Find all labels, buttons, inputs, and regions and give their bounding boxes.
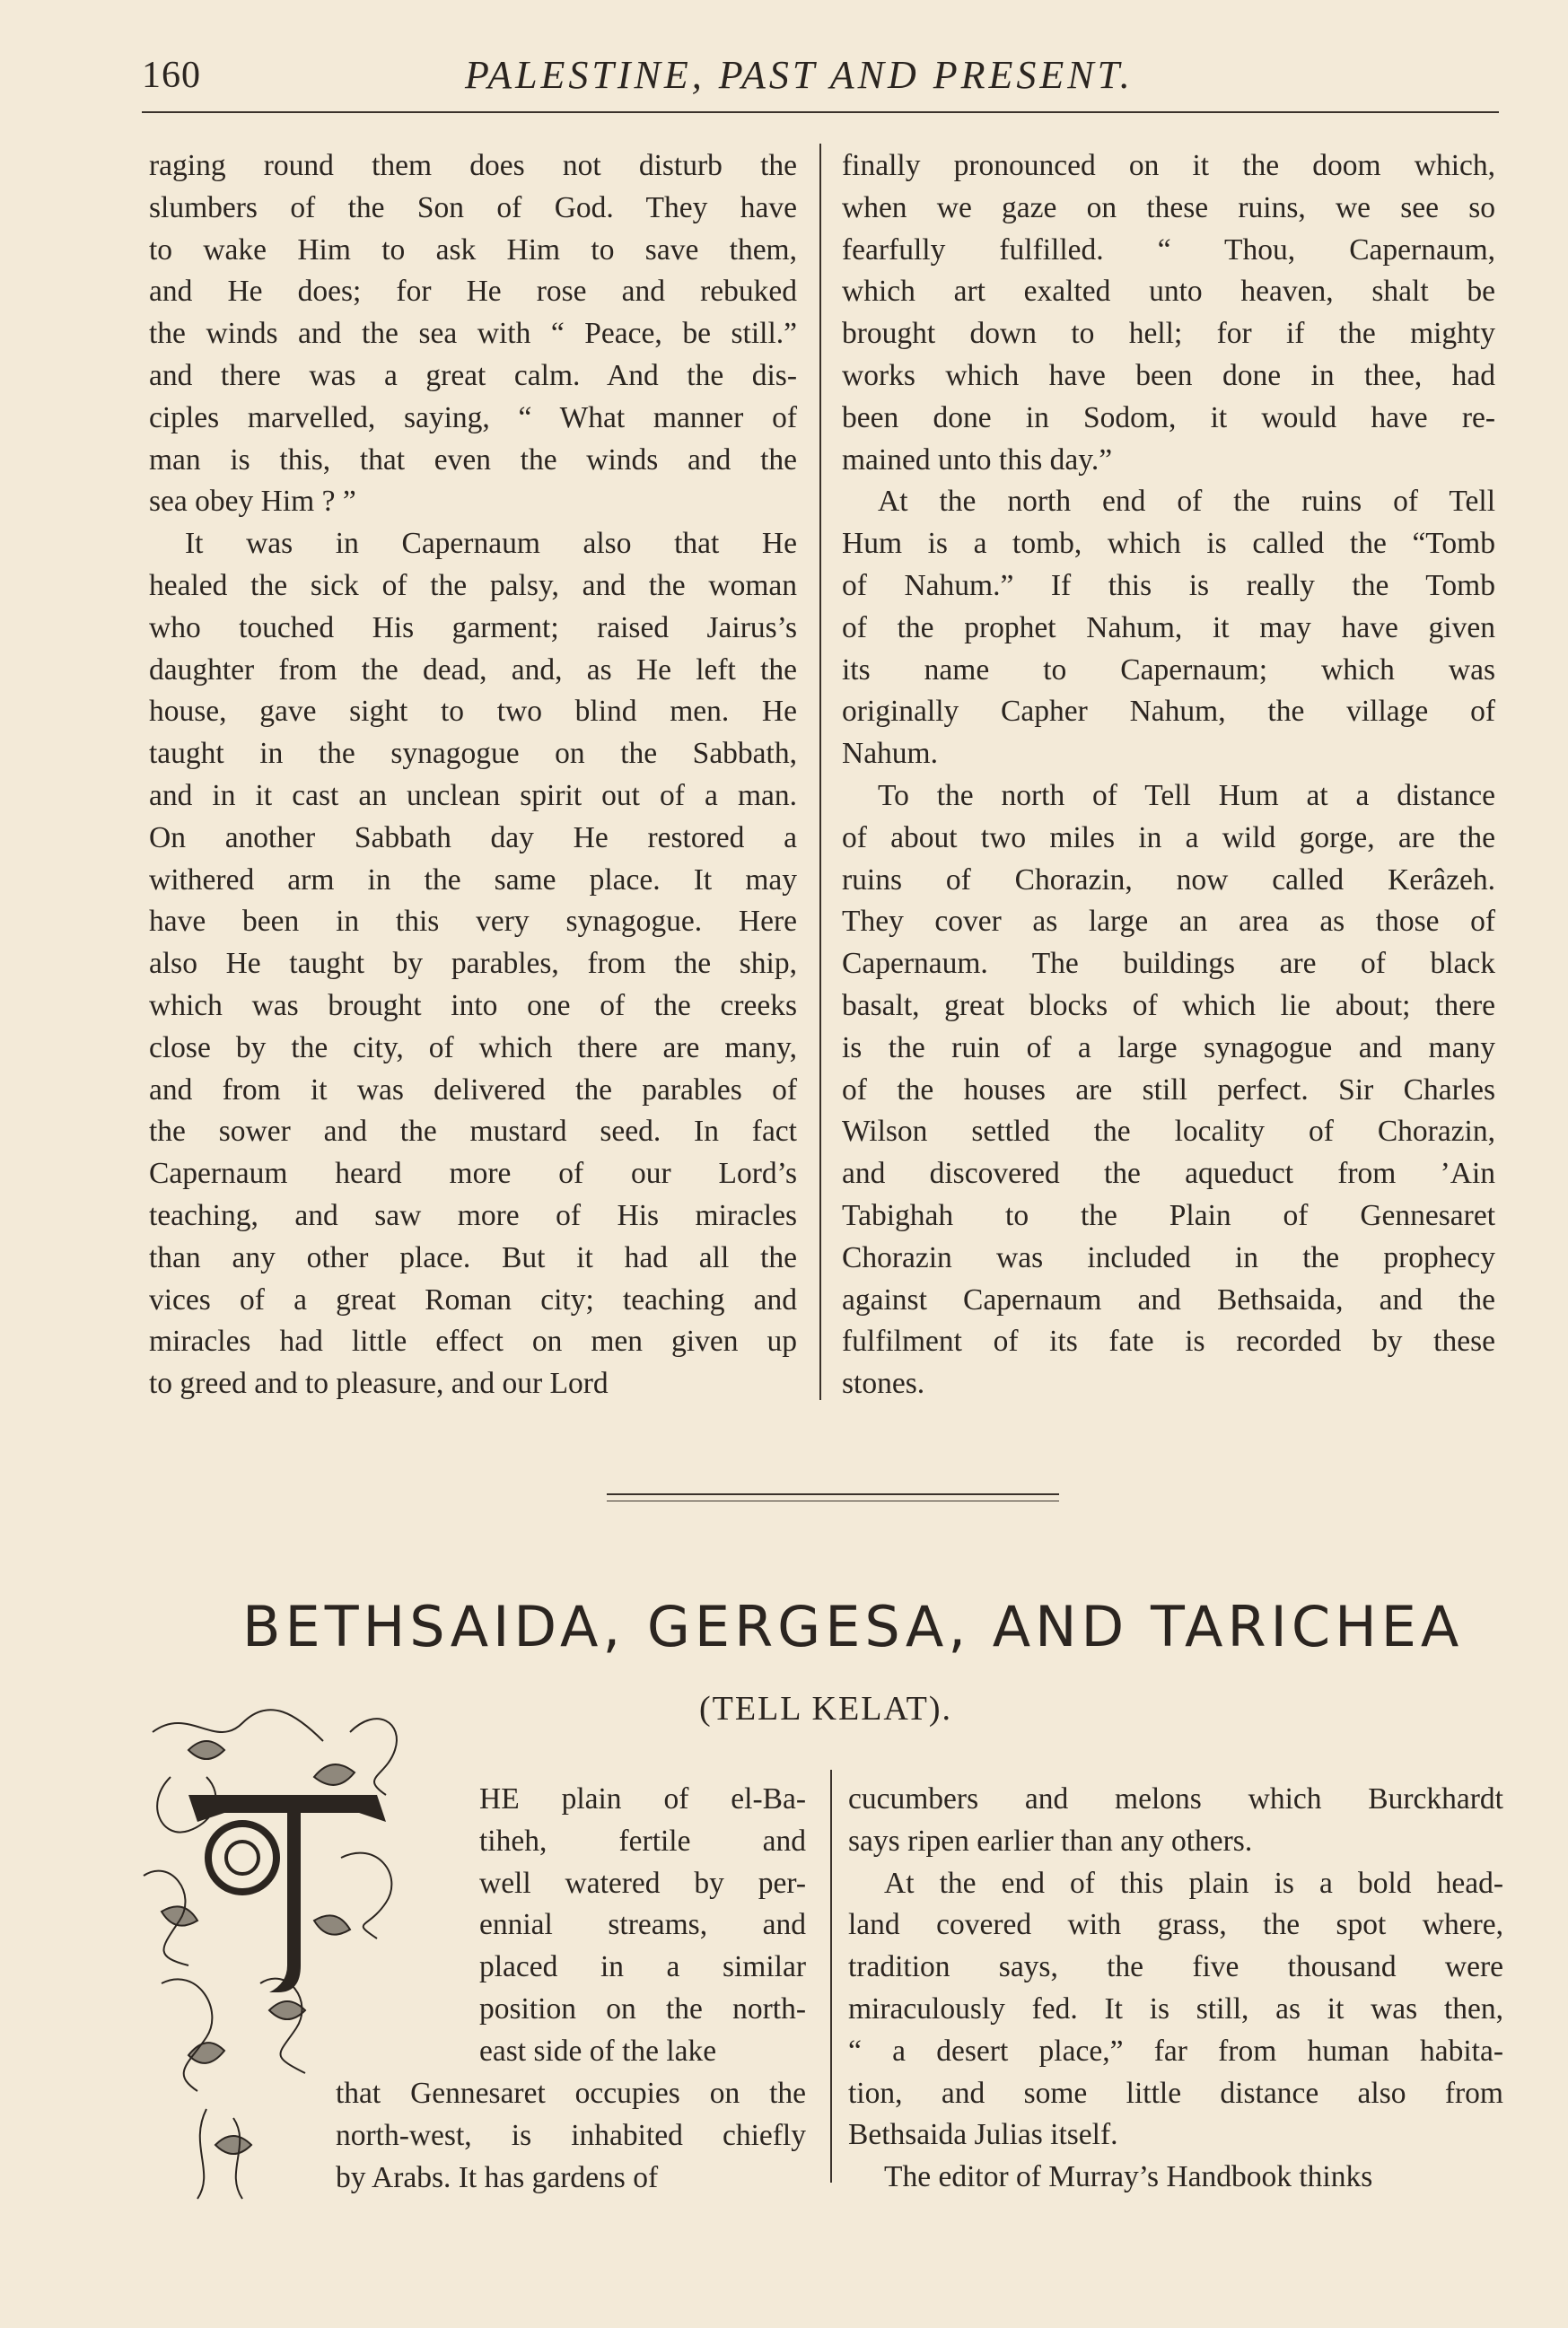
column-divider-top <box>819 144 821 1400</box>
text-line: position on the north- <box>479 1991 806 2026</box>
text-line: placed in a similar <box>479 1950 806 1984</box>
text-line: raging round them does not disturb the <box>149 149 797 182</box>
header-rule <box>142 111 1499 113</box>
text-line: the sower and the mustard seed. In fact <box>149 1115 797 1149</box>
text-line: house, gave sight to two blind men. He <box>149 695 797 729</box>
text-line: when we gaze on these ruins, we see so <box>842 190 1495 224</box>
text-line: ruins of Chorazin, now called Kerâzeh. <box>842 862 1495 897</box>
text-line: mained unto this day.” <box>842 442 1113 477</box>
text-line: works which have been done in thee, had <box>842 358 1495 392</box>
text-line: Bethsaida Julias itself. <box>848 2118 1118 2152</box>
text-line: ennial streams, and <box>479 1908 806 1942</box>
text-line: Wilson settled the locality of Chorazin, <box>842 1115 1495 1149</box>
text-line: have been in this very synagogue. Here <box>149 905 797 939</box>
text-line: sea obey Him ? ” <box>149 485 356 519</box>
text-line: At the end of this plain is a bold head- <box>884 1866 1503 1900</box>
text-line: land covered with grass, the spot where, <box>848 1908 1503 1942</box>
text-line: ciples marvelled, saying, “ What manner of <box>149 400 797 434</box>
text-line: of the houses are still perfect. Sir Charles <box>842 1072 1495 1107</box>
text-line: east side of the lake <box>479 2034 717 2068</box>
text-line: and there was a great calm. And the dis- <box>149 358 797 392</box>
text-line: Hum is a tomb, which is called the “Tomb <box>842 527 1495 561</box>
text-line: close by the city, of which there are many, <box>149 1030 797 1064</box>
text-line: cucumbers and melons which Burckhardt <box>848 1782 1503 1816</box>
text-line: HE plain of el-Ba- <box>479 1782 806 1816</box>
text-line: teaching, and saw more of His miracles <box>149 1198 797 1232</box>
text-line: Chorazin was included in the prophecy <box>842 1240 1495 1274</box>
text-line: which was brought into one of the creeks <box>149 988 797 1022</box>
text-line: and discovered the aqueduct from ’Ain <box>842 1157 1495 1191</box>
text-line: says ripen earlier than any others. <box>848 1824 1253 1858</box>
text-line: fearfully fulfilled. “ Thou, Capernaum, <box>842 232 1495 267</box>
text-line: tiheh, fertile and <box>479 1824 806 1858</box>
text-line: Capernaum. The buildings are of black <box>842 947 1495 981</box>
text-line: to greed and to pleasure, and our Lord <box>149 1367 609 1401</box>
bottom-left-column-wide <box>336 2073 806 2199</box>
text-line: On another Sabbath day He restored a <box>149 820 797 854</box>
text-line: which art exalted unto heaven, shalt be <box>842 275 1495 309</box>
text-line: its name to Capernaum; which was <box>842 652 1495 687</box>
text-line: north-west, is inhabited chiefly <box>336 2118 806 2152</box>
text-line: of Nahum.” If this is really the Tomb <box>842 568 1495 602</box>
text-line: daughter from the dead, and, as He left the <box>149 652 797 687</box>
text-line: basalt, great blocks of which lie about; there <box>842 988 1495 1022</box>
section-divider-rule <box>607 1493 1059 1501</box>
text-line: Nahum. <box>842 737 938 771</box>
text-line: than any other place. But it had all the <box>149 1240 797 1274</box>
text-line: withered arm in the same place. It may <box>149 862 797 897</box>
running-head <box>142 47 1497 101</box>
text-line: vices of a great Roman city; teaching and <box>149 1282 797 1317</box>
text-line: that Gennesaret occupies on the <box>336 2077 806 2110</box>
text-line: and in it cast an unclean spirit out of a man. <box>149 778 797 812</box>
section-title: BETHSAIDA, GERGESA, AND TARICHEA <box>242 1594 1464 1659</box>
text-line: brought down to hell; for if the mighty <box>842 317 1495 351</box>
text-line: and He does; for He rose and rebuked <box>149 275 797 309</box>
text-line: is the ruin of a large synagogue and many <box>842 1030 1495 1064</box>
bottom-left-column-narrow <box>479 1779 806 2073</box>
text-line: against Capernaum and Bethsaida, and the <box>842 1282 1495 1317</box>
top-right-column <box>842 145 1495 1405</box>
text-line: miracles had little effect on men given up <box>149 1325 797 1359</box>
text-line: To the north of Tell Hum at a distance <box>878 778 1495 812</box>
page-number: 160 <box>142 55 201 96</box>
text-line: stones. <box>842 1367 925 1401</box>
text-line: of the prophet Nahum, it may have given <box>842 610 1495 644</box>
text-line: slumbers of the Son of God. They have <box>149 190 797 224</box>
text-line: miraculously fed. It is still, as it was then, <box>848 1991 1503 2026</box>
top-left-column <box>149 145 797 1405</box>
text-line: tion, and some little distance also from <box>848 2076 1503 2110</box>
text-line: and from it was delivered the parables of <box>149 1072 797 1107</box>
section-subtitle: (TELL KELAT). <box>698 1690 953 1728</box>
text-line: the winds and the sea with “ Peace, be still.” <box>149 317 797 351</box>
text-line: healed the sick of the palsy, and the woman <box>149 568 797 602</box>
bottom-right-column <box>848 1779 1503 2199</box>
text-line: It was in Capernaum also that He <box>185 527 797 561</box>
text-line: taught in the synagogue on the Sabbath, <box>149 737 797 771</box>
text-line: finally pronounced on it the doom which, <box>842 149 1495 182</box>
text-line: At the north end of the ruins of Tell <box>878 485 1495 519</box>
text-line: of about two miles in a wild gorge, are the <box>842 820 1495 854</box>
text-line: man is this, that even the winds and the <box>149 442 797 477</box>
running-title: PALESTINE, PAST AND PRESENT. <box>465 53 1134 97</box>
column-divider-bottom <box>830 1770 832 2183</box>
text-line: Capernaum heard more of our Lord’s <box>149 1157 797 1191</box>
text-line: They cover as large an area as those of <box>842 905 1495 939</box>
text-line: well watered by per- <box>479 1866 806 1900</box>
text-line: The editor of Murray’s Handbook thinks <box>884 2160 1373 2194</box>
text-line: “ a desert place,” far from human habita- <box>848 2034 1503 2068</box>
text-line: to wake Him to ask Him to save them, <box>149 232 797 267</box>
text-line: also He taught by parables, from the ship, <box>149 947 797 981</box>
text-line: tradition says, the five thousand were <box>848 1950 1503 1984</box>
text-line: Tabighah to the Plain of Gennesaret <box>842 1198 1495 1232</box>
text-line: fulfilment of its fate is recorded by these <box>842 1325 1495 1359</box>
text-line: by Arabs. It has gardens of <box>336 2160 659 2194</box>
text-line: who touched His garment; raised Jairus’s <box>149 610 797 644</box>
text-line: been done in Sodom, it would have re- <box>842 400 1495 434</box>
text-line: originally Capher Nahum, the village of <box>842 695 1495 729</box>
